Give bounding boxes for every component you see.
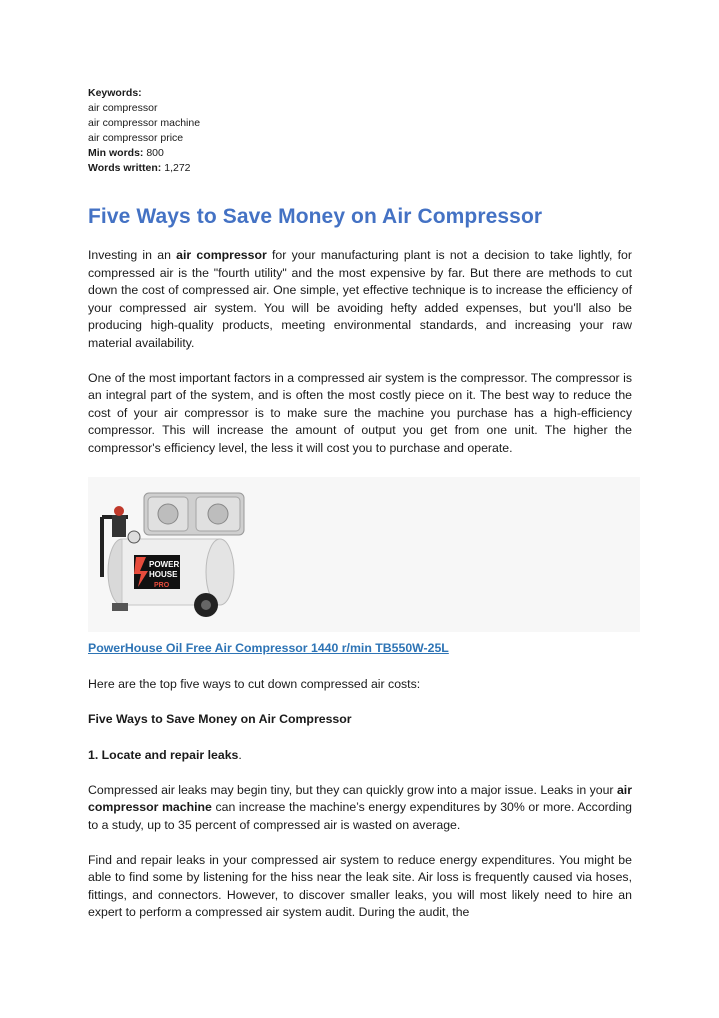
document-page [88,86,632,922]
brand-text-2: HOUSE [149,570,178,579]
paragraph-4: Find and repair leaks in your compressed air system to reduce energy expenditures. You might be able to find some by listening for the hiss near the leak site. Air loss is frequently caused via hoses, fittings, and connectors. However, to discover smaller leaks, you will most likely need to hire an expert to perform a compressed air system audit. During the audit, the [88,852,632,919]
keywords-label: Keywords: [88,87,142,99]
section-subheading: Five Ways to Save Money on Air Compressor [88,712,352,726]
intro-paragraph: Here are the top five ways to cut down compressed air costs: [88,676,421,691]
metadata-block [88,86,632,176]
min-words-value: 800 [146,147,164,159]
article-title: Five Ways to Save Money on Air Compressor [88,205,543,228]
paragraph-1: Investing in an air compressor for your manufacturing plant is not a decision to take lightly, for compressed air is the "fourth utility" and the most expensive by far. But there are methods to cut down the cost of compressed air. One simple, yet effective technique is to increase the efficiency of your compressed air system. You will be avoiding hefty added expenses, but you'll also be producing high-quality products, meeting environmental standards, and increasing your raw material availability. [88,248,632,350]
min-words-line: Min words: 800 [88,147,164,159]
brand-text-3: PRO [154,582,170,589]
keyword-item: air compressor machine [88,117,201,129]
product-link[interactable]: PowerHouse Oil Free Air Compressor 1440 r/min TB550W-25L [88,641,449,655]
words-written-line: Words written: 1,272 [88,162,191,174]
brand-text-1: POWER [149,560,180,569]
paragraph-2: One of the most important factors in a compressed air system is the compressor. The compressor is an integral part of the system, and is often the most costly piece on it. The best way to reduce the cost of your air compressor is to make sure the machine you purchase has a high-efficiency compressor. This will increase the amount of output you get from one unit. The higher the compressor's efficiency level, the less it will cost you to purchase and operate. [88,370,632,455]
keyword-item: air compressor price [88,132,184,144]
keyword-air-compressor-machine: air compressor machine [88,782,632,814]
step-1-heading: 1. Locate and repair leaks. [88,747,242,762]
keyword-air-compressor: air compressor [176,248,267,262]
keyword-item: air compressor [88,102,158,114]
product-image [88,477,640,632]
words-written-value: 1,272 [164,162,191,174]
paragraph-3: Compressed air leaks may begin tiny, but they can quickly grow into a major issue. Leaks in your air compressor machine can increase the machine’s energy expenditures by 30% or more. According to a study, up to 35 percent of compressed air is wasted on average. [88,782,632,832]
air-compressor-image [88,477,640,632]
